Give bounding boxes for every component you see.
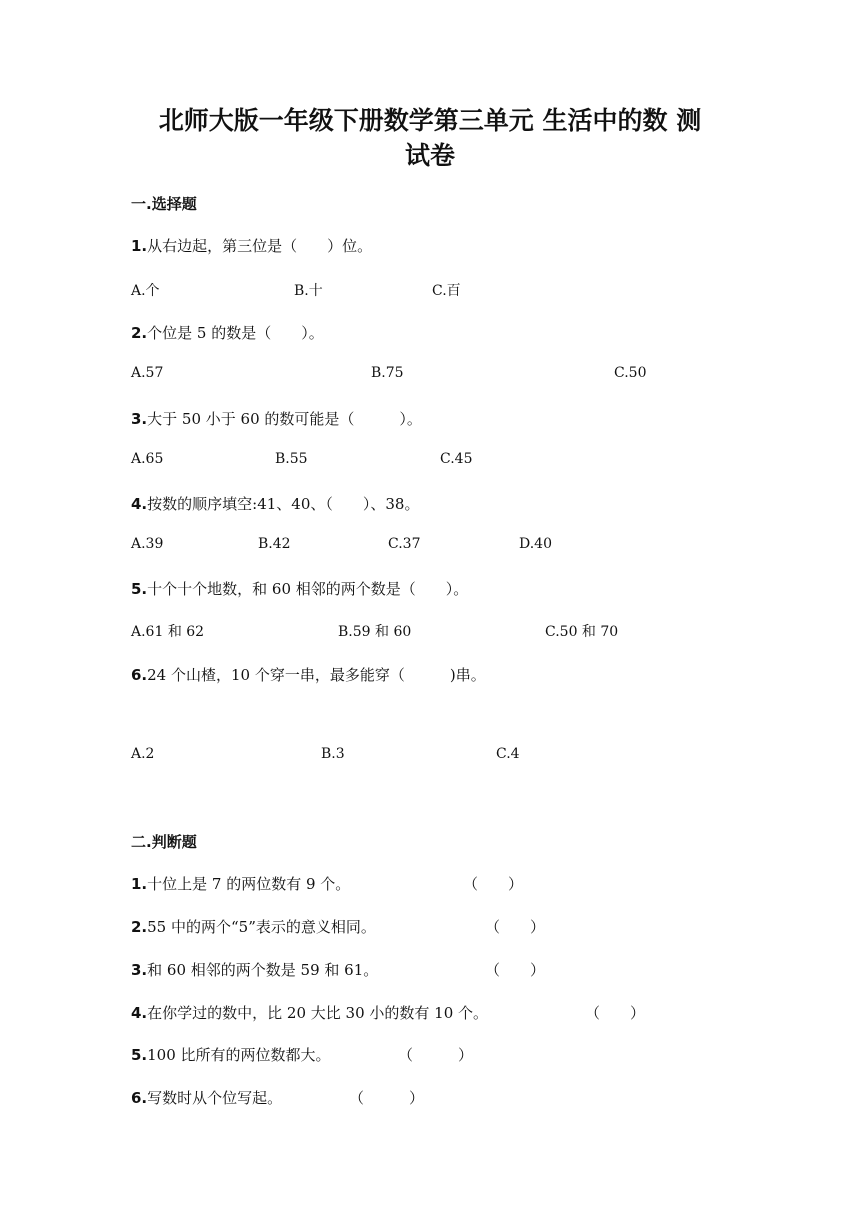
question-number: 3. — [131, 410, 148, 428]
answer-blank: （ ） — [463, 875, 524, 893]
question-number: 3. — [131, 961, 148, 979]
option-b: B.42 — [258, 536, 291, 552]
option-c: C.50 和 70 — [545, 624, 619, 640]
answer-blank: （ ） — [485, 961, 546, 979]
question-3 — [131, 408, 422, 429]
question-6 — [131, 664, 486, 685]
question-text: 55 中的两个“5”表示的意义相同。 — [147, 918, 376, 936]
judge-question-6 — [131, 1087, 282, 1108]
option-c: C.50 — [614, 365, 647, 381]
question-5 — [131, 578, 468, 599]
question-number: 4. — [131, 495, 148, 513]
question-4 — [131, 493, 419, 514]
option-a: A.个 — [131, 283, 160, 299]
option-b: B.55 — [275, 451, 308, 467]
question-text: 个位是 5 的数是（ ）。 — [147, 324, 324, 342]
page-title — [100, 103, 760, 173]
option-a: A.2 — [131, 746, 155, 762]
judge-question-5 — [131, 1044, 331, 1065]
option-a: A.57 — [131, 365, 164, 381]
option-c: C.百 — [432, 283, 461, 299]
question-text: 写数时从个位写起。 — [147, 1089, 283, 1107]
question-text: 24 个山楂，10 个穿一串，最多能穿（ )串。 — [147, 666, 486, 684]
question-number: 2. — [131, 918, 148, 936]
option-a: A.61 和 62 — [131, 624, 205, 640]
judge-question-3 — [131, 959, 378, 980]
title-line-2: 试卷 — [404, 141, 455, 170]
question-1 — [131, 235, 372, 256]
judge-question-2 — [131, 916, 376, 937]
option-c: C.45 — [440, 451, 473, 467]
question-number: 1. — [131, 875, 148, 893]
question-number: 5. — [131, 1046, 148, 1064]
answer-blank: （ ） — [349, 1089, 425, 1107]
question-number: 1. — [131, 237, 148, 255]
title-line-1: 北师大版一年级下册数学第三单元 生活中的数 测 — [158, 106, 702, 135]
option-d: D.40 — [519, 536, 552, 552]
answer-blank: （ ） — [585, 1004, 646, 1022]
option-a: A.39 — [131, 536, 164, 552]
option-c: C.37 — [388, 536, 421, 552]
answer-blank: （ ） — [398, 1046, 474, 1064]
question-number: 6. — [131, 1089, 148, 1107]
option-b: B.3 — [321, 746, 345, 762]
question-number: 5. — [131, 580, 148, 598]
answer-blank: （ ） — [485, 918, 546, 936]
judge-question-1 — [131, 873, 350, 894]
section-heading-judge: 二.判断题 — [131, 833, 197, 851]
option-a: A.65 — [131, 451, 164, 467]
option-b: B.59 和 60 — [338, 624, 412, 640]
question-text: 在你学过的数中，比 20 大比 30 小的数有 10 个。 — [147, 1004, 489, 1022]
question-2 — [131, 322, 324, 343]
question-text: 从右边起，第三位是（ ）位。 — [147, 237, 373, 255]
question-text: 大于 50 小于 60 的数可能是（ ）。 — [147, 410, 422, 428]
section-heading-choice: 一.选择题 — [131, 195, 197, 213]
question-number: 6. — [131, 666, 148, 684]
question-text: 按数的顺序填空:41、40、（ ）、38。 — [147, 495, 420, 513]
question-text: 十位上是 7 的两位数有 9 个。 — [147, 875, 351, 893]
judge-question-4 — [131, 1002, 488, 1023]
question-number: 2. — [131, 324, 148, 342]
option-b: B.十 — [294, 283, 323, 299]
option-b: B.75 — [371, 365, 404, 381]
question-number: 4. — [131, 1004, 148, 1022]
question-text: 和 60 相邻的两个数是 59 和 61。 — [147, 961, 379, 979]
question-text: 十个十个地数，和 60 相邻的两个数是（ ）。 — [147, 580, 469, 598]
option-c: C.4 — [496, 746, 520, 762]
question-text: 100 比所有的两位数都大。 — [147, 1046, 331, 1064]
